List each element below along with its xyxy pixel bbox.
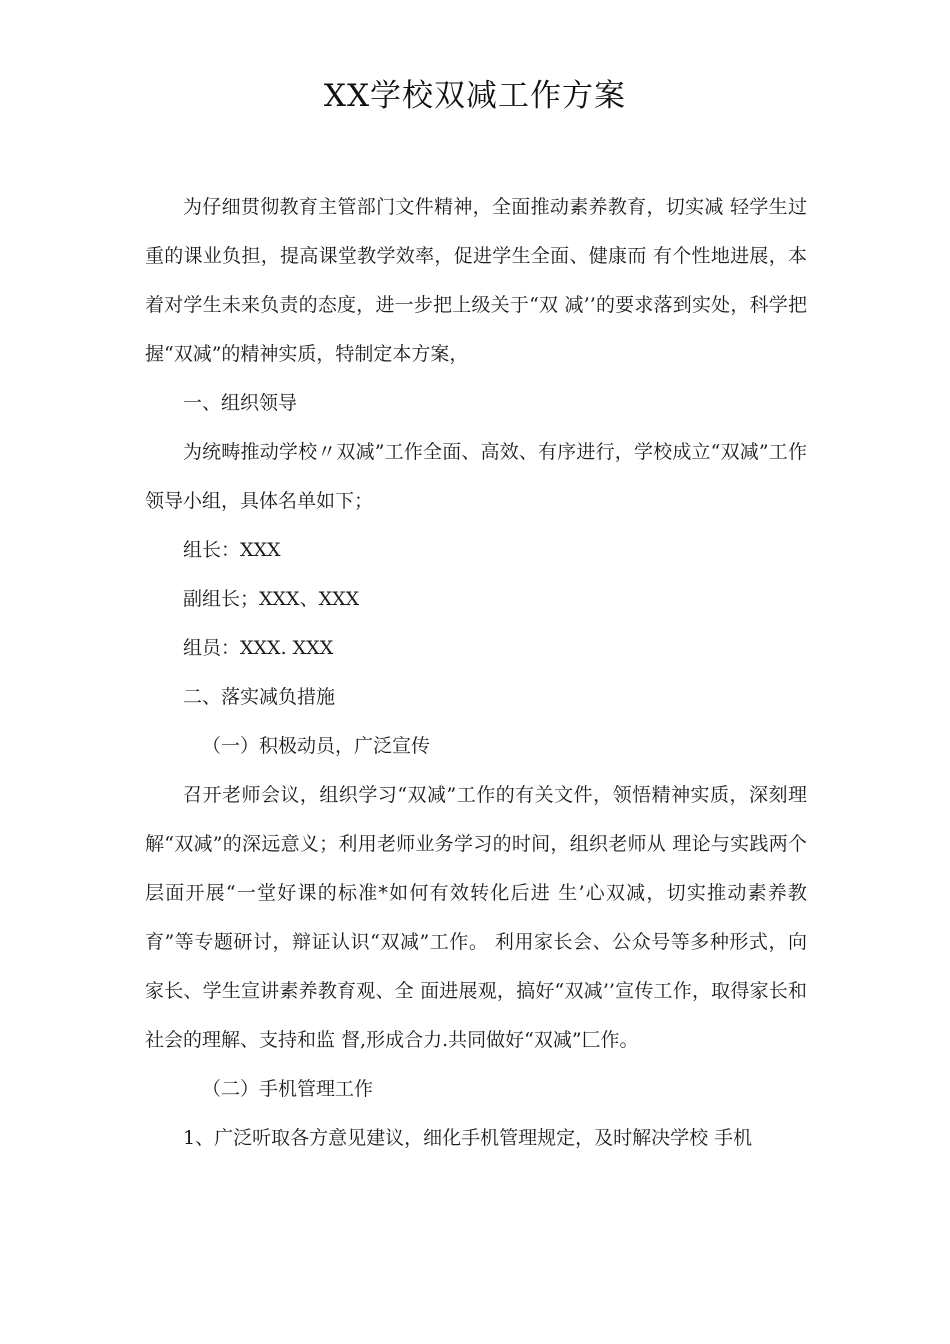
subsection-heading-phone: （二）手机管理工作	[202, 1078, 374, 1100]
deputy-leader-line: 副组长；XXX、XXX	[183, 588, 360, 610]
team-members-line: 组员：XXX. XXX	[183, 637, 334, 659]
document-title: XX学校双减工作方案	[323, 78, 627, 114]
section-heading-leadership: 一、组织领导	[183, 392, 298, 414]
phone-paragraph: 1、广泛听取各方意见建议，细化手机管理规定，及时解决学校 手机	[183, 1127, 753, 1149]
section-heading-measures: 二、落实减负措施	[183, 686, 336, 708]
subsection-heading-mobilize: （一）积极动员，广泛宣传	[202, 735, 431, 757]
document-body	[145, 183, 807, 1163]
team-leader-line: 组长：XXX	[183, 539, 281, 561]
leadership-paragraph: 为统畴推动学校〃双减”工作全面、高效、有序进行，学校成立“双减”工作领导小组，具体名单如下；	[145, 441, 807, 512]
intro-paragraph: 为仔细贯彻教育主管部门文件精神，全面推动素养教育，切实减 轻学生过重的课业负担，提高课堂教学效率，促进学生全面、健康而 有个性地进展，本着对学生未来负责的态度，进一步把上级关于“双 减’’的要求落到实处，科学把握“双减”的精神实质，特制定本方案，	[145, 196, 807, 365]
mobilize-paragraph: 召开老师会议，组织学习“双减”工作的有关文件，领悟精神实质，深刻理解“双减”的深远意义；利用老师业务学习的时间，组织老师从 理论与实践两个层面开展“一堂好课的标准*如何有效转化后进 生’心双减，切实推动素养教育”等专题研讨，辩证认识“双减”工作。 利用家长会、公众号等多种形式，向家长、学生宣讲素养教育观、全 面进展观，搞好“双减’’宣传工作，取得家长和社会的理解、支持和监 督,形成合力.共同做好“双减”匚作。	[145, 784, 807, 1051]
